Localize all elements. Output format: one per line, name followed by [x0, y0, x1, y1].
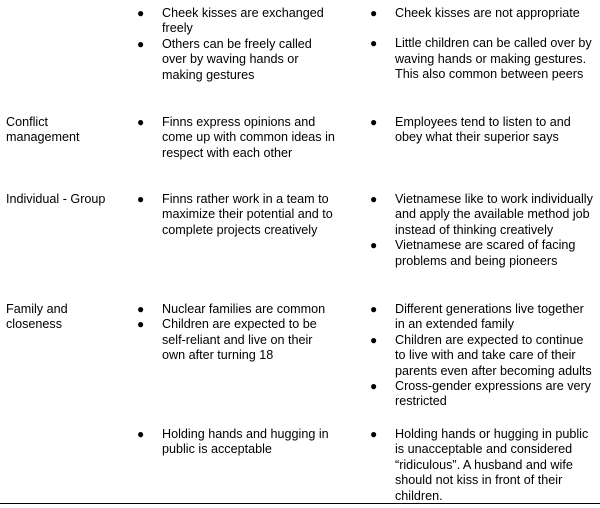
bullet-icon: ● — [137, 317, 145, 332]
list-item: ● Cross-gender expressions are very restricted — [370, 379, 591, 409]
list-item: ● Children are expected to be self-reliant and live on their own after turning 18 — [137, 317, 317, 363]
list-item: ● Children are expected to continue to live with and take care of their parents even after becoming adults — [370, 332, 592, 378]
bullet-icon: ● — [137, 36, 145, 51]
row-label: Conflict management — [6, 115, 80, 145]
list-item: ● Vietnamese like to work individually and apply the available method job instead of thinking creatively — [370, 192, 593, 237]
list-item: ● Little children can be called over by waving hands or making gestures. This also common between peers — [370, 36, 592, 82]
bullet-icon: ● — [370, 302, 378, 316]
bullet-icon: ● — [370, 332, 378, 347]
bullet-icon: ● — [137, 192, 145, 206]
table-bottom-border — [0, 503, 600, 504]
bullet-icon: ● — [370, 379, 378, 394]
list-item: ● Holding hands or hugging in public is unacceptable and considered “ridiculous”. A husband and wife should not kiss in front of their children. — [370, 427, 589, 503]
bullet-icon: ● — [370, 115, 378, 129]
list-item: ● Nuclear families are common — [137, 302, 326, 316]
vietnam-cell — [369, 302, 593, 410]
finland-cell — [136, 115, 336, 161]
bullet-icon: ● — [137, 6, 145, 20]
finland-cell — [136, 192, 336, 238]
row-label: Individual - Group — [6, 192, 106, 206]
bullet-icon: ● — [370, 6, 378, 20]
list-item: ● Finns express opinions and come up with common ideas in respect with each other — [137, 115, 335, 160]
list-item: ● Others can be freely called over by waving hands or making gestures — [137, 36, 312, 82]
finland-cell — [136, 6, 336, 83]
bullet-icon: ● — [137, 115, 145, 129]
finland-cell — [136, 302, 336, 364]
list-item: ● Cheek kisses are exchanged freely — [137, 6, 324, 36]
list-item: ● Finns rather work in a team to maximize their potential and to complete projects creatively — [137, 192, 333, 237]
bullet-icon: ● — [370, 427, 378, 441]
list-item: ● Vietnamese are scared of facing problems and being pioneers — [370, 238, 576, 268]
bullet-icon: ● — [137, 427, 145, 441]
vietnam-cell — [369, 427, 593, 504]
vietnam-cell — [369, 115, 593, 146]
finland-cell — [136, 427, 336, 458]
list-item: ● Employees tend to listen to and obey what their superior says — [370, 115, 571, 145]
bullet-icon: ● — [370, 192, 378, 206]
bullet-icon: ● — [370, 36, 378, 51]
bullet-icon: ● — [137, 302, 145, 316]
vietnam-cell — [369, 6, 593, 83]
bullet-icon: ● — [370, 238, 378, 253]
vietnam-cell — [369, 192, 593, 269]
list-item: ● Cheek kisses are not appropriate — [370, 6, 580, 20]
row-label: Family and closeness — [6, 302, 68, 332]
list-item: ● Different generations live together in an extended family — [370, 302, 584, 332]
list-item: ● Holding hands and hugging in public is acceptable — [137, 427, 329, 457]
